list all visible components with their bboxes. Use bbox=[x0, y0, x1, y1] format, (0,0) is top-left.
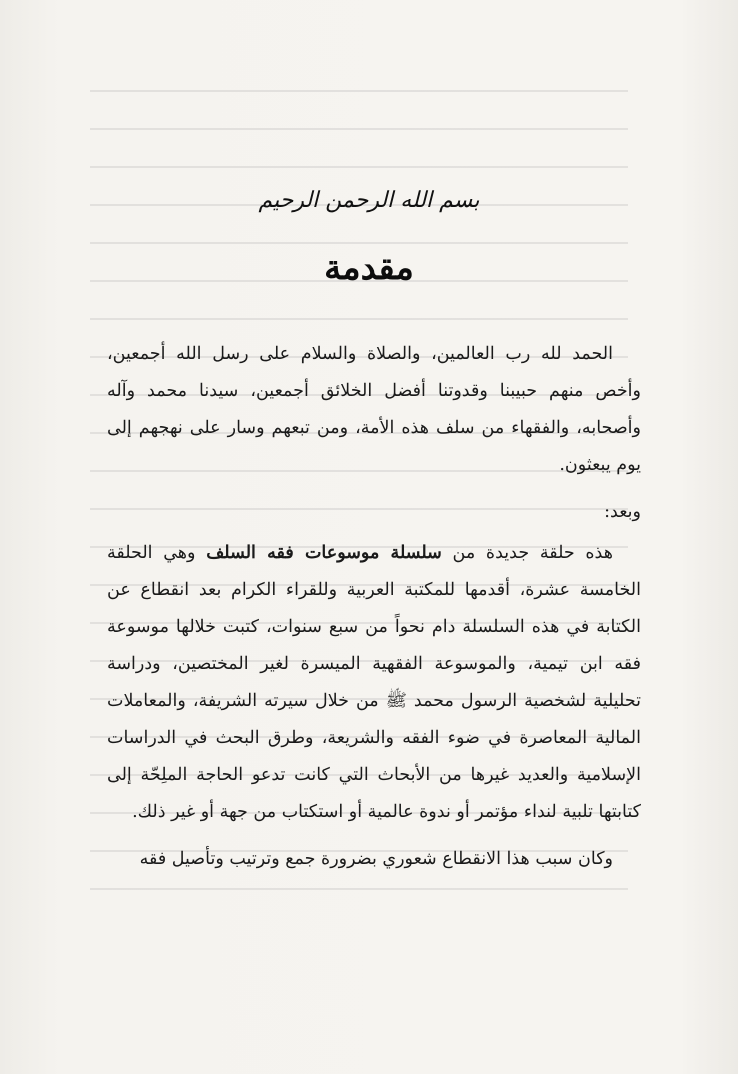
paragraph-reason: وكان سبب هذا الانقطاع شعوري بضرورة جمع وترتيب وتأصيل فقه bbox=[139, 849, 613, 869]
document-body bbox=[107, 336, 641, 878]
page-title: مقدمة bbox=[324, 248, 414, 288]
series-title-bold: سلسلة موسوعات فقه السلف bbox=[206, 543, 442, 563]
paragraph-series bbox=[107, 535, 641, 831]
paragraph-wabaad: وبعد: bbox=[604, 502, 641, 522]
series-text-rest: وهي الحلقة الخامسة عشرة، أقدمها للمكتبة العربية وللقراء الكرام بعد انقطاع عن الكتابة في هذه السلسلة دام نحواً من سبع سنوات، كتبت خلالها موسوعة فقه ابن تيمية، والموسوعة الفقهية الميسرة لغير المختصين، ودراسة تحليلية لشخصية الرسول محمد ﷺ من خلال سيرته الشريفة، والمعاملات المالية المعاصرة في ضوء الفقه والشريعة، وطرق البحث في الدراسات الإسلامية والعديد غيرها من الأبحاث التي كانت تدعو الحاجة الملِحّة إلى كتابتها تلبية لنداء مؤتمر أو ندوة عالمية أو استكتاب من جهة أو غير ذلك. bbox=[107, 543, 641, 822]
paragraph-opening: الحمد لله رب العالمين، والصلاة والسلام على رسل الله أجمعين، وأخص منهم حبيبنا وقدوتنا أفضل الخلائق أجمعين، سيدنا محمد وآله وأصحابه، والفقهاء من سلف هذه الأمة، ومن تبعهم وسار على نهجهم إلى يوم يبعثون. bbox=[107, 344, 641, 475]
series-text-start: هذه حلقة جديدة من bbox=[452, 543, 613, 563]
basmala-calligraphy: بسم الله الرحمن الرحيم bbox=[258, 188, 480, 213]
